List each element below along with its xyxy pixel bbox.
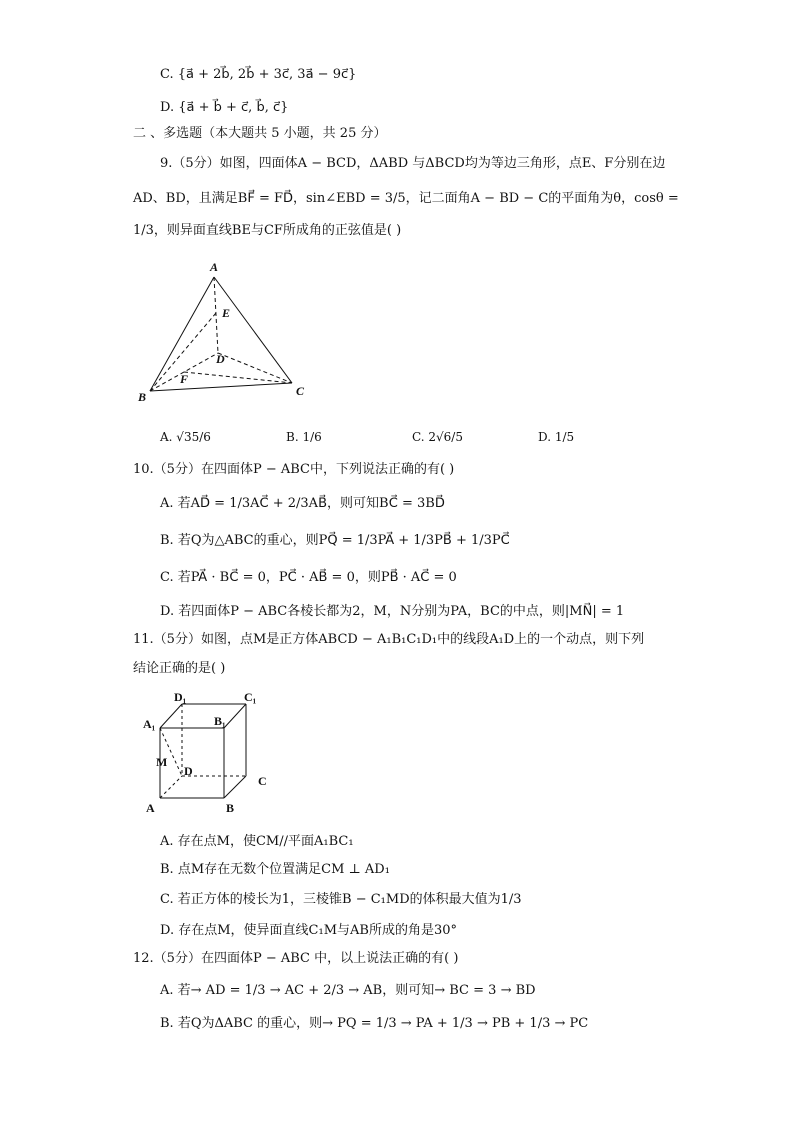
- q9-stem-line3: 1/3，则异面直线BE与CF所成角的正弦值是( ): [133, 223, 402, 238]
- q9-option-b: B. 1/6: [286, 430, 322, 444]
- q9-stem-line2: AD、BD，且满足BF⃗ = FD⃗，sin∠EBD = 3/5，记二面角A − BD − C的平面角为θ，cosθ =: [133, 191, 679, 206]
- cube-figure: [138, 690, 278, 820]
- label-b1: B₁: [214, 714, 226, 728]
- q9-option-c: C. 2√6/5: [412, 430, 463, 444]
- q12-option-b: B. 若Q为ΔABC 的重心，则→ PQ = 1/3 → PA + 1/3 → PB + 1/3 → PC: [160, 1016, 589, 1031]
- segment-cf: [184, 372, 292, 383]
- label-c: C: [296, 384, 305, 398]
- q11-option-d: D. 存在点M，使异面直线C₁M与AB所成的角是30°: [160, 923, 457, 938]
- q11-stem-line2: 结论正确的是( ): [133, 661, 226, 676]
- label-b: B: [138, 390, 147, 404]
- q10-option-b: B. 若Q为△ABC的重心，则PQ⃗ = 1/3PA⃗ + 1/3PB⃗ + 1/3PC⃗: [160, 533, 510, 548]
- q11-option-a: A. 存在点M，使CM//平面A₁BC₁: [160, 834, 354, 849]
- label-a: A: [146, 801, 155, 815]
- label-d: D: [216, 352, 225, 366]
- q10-option-d: D. 若四面体P − ABC各棱长都为2，M，N分别为PA，BC的中点，则|MN⃗| = 1: [160, 604, 625, 619]
- edge-b1c1: [224, 704, 246, 728]
- label-c1: C₁: [244, 690, 257, 704]
- q12-stem: 12.（5分）在四面体P − ABC 中，以上说法正确的有( ): [133, 951, 459, 966]
- q10-option-c: C. 若PA⃗ · BC⃗ = 0，PC⃗ · AB⃗ = 0，则PB⃗ · AC⃗ = 0: [160, 570, 457, 585]
- label-a1: A₁: [143, 717, 156, 731]
- tetrahedron-figure: [130, 255, 320, 410]
- label-d1: D₁: [174, 690, 187, 704]
- q10-stem: 10.（5分）在四面体P − ABC中，下列说法正确的有( ): [133, 462, 455, 477]
- label-e: E: [222, 306, 231, 320]
- label-b: B: [226, 801, 235, 815]
- q11-option-c: C. 若正方体的棱长为1，三棱锥B − C₁MD的体积最大值为1/3: [160, 892, 522, 907]
- edge-a1d1: [160, 704, 182, 728]
- q11-option-b: B. 点M存在无数个位置满足CM ⊥ AD₁: [160, 862, 390, 877]
- option-c-prev: C. {a⃗ + 2b⃗, 2b⃗ + 3c⃗, 3a⃗ − 9c⃗}: [160, 67, 357, 82]
- label-a: A: [210, 260, 219, 274]
- label-m: M: [156, 755, 168, 769]
- q10-option-a: A. 若AD⃗ = 1/3AC⃗ + 2/3AB⃗，则可知BC⃗ = 3BD⃗: [160, 496, 445, 511]
- edge-bc: [150, 383, 292, 391]
- q11-stem-line1: 11.（5分）如图，点M是正方体ABCD − A₁B₁C₁D₁中的线段A₁D上的一个动点，则下列: [133, 632, 645, 647]
- edge-ad: [160, 776, 182, 798]
- option-d-prev: D. {a⃗ + b⃗ + c⃗, b⃗, c⃗}: [160, 100, 289, 115]
- edge-bc: [224, 776, 246, 798]
- label-f: F: [180, 372, 189, 386]
- q9-stem-line1: 9.（5分）如图，四面体A − BCD，ΔABD 与ΔBCD均为等边三角形，点E、F分别在边: [160, 156, 666, 171]
- section-heading: 二 、多选题（本大题共 5 小题，共 25 分）: [133, 126, 387, 141]
- q9-option-a: A. √35/6: [160, 430, 211, 444]
- q12-option-a: A. 若→ AD = 1/3 → AC + 2/3 → AB，则可知→ BC = 3 → BD: [160, 983, 536, 998]
- q9-option-d: D. 1/5: [538, 430, 575, 444]
- label-c: C: [258, 774, 267, 788]
- label-d: D: [184, 764, 193, 778]
